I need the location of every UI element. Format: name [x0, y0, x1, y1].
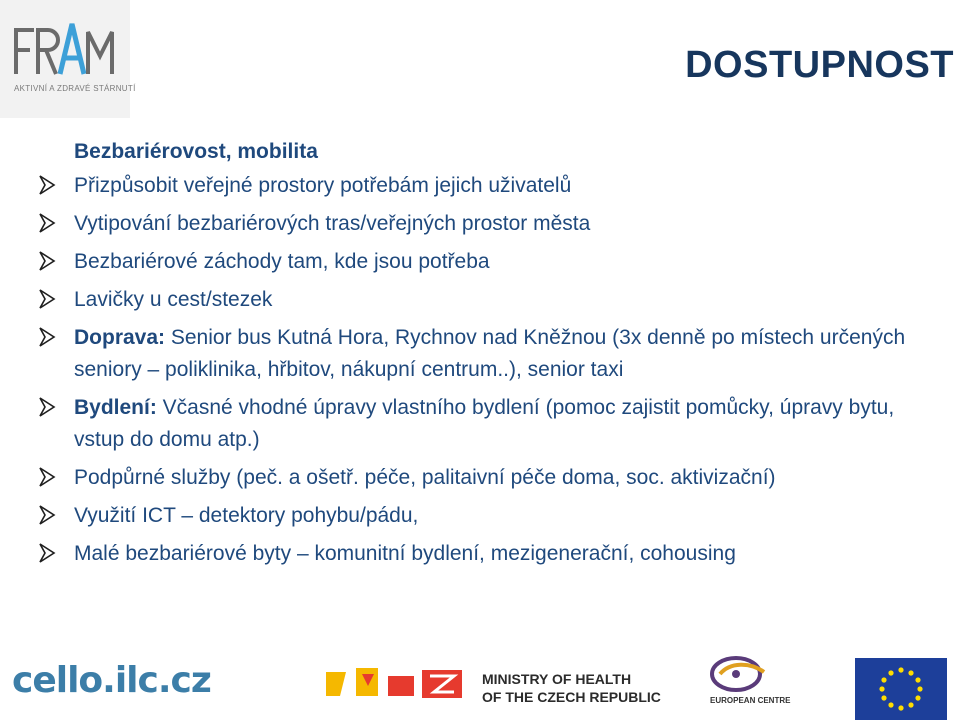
bullet-item [36, 538, 926, 570]
european-centre-text: EUROPEAN CENTRE [710, 696, 791, 705]
bullet-item [36, 170, 926, 202]
arrow-bullet-icon [38, 542, 56, 564]
arrow-bullet-icon [38, 288, 56, 310]
bullet-text: Senior bus Kutná Hora, Rychnov nad Kněžnou (3x denně po místech určených seniory – poliklinika, hřbitov, nákupní centrum..), senior taxi [74, 326, 906, 381]
european-centre-logo [700, 652, 800, 718]
ministry-emblem-icon [322, 662, 472, 702]
arrow-bullet-icon [38, 212, 56, 234]
arrow-bullet-icon [38, 326, 56, 348]
arrow-bullet-icon [38, 174, 56, 196]
arrow-bullet-icon [38, 250, 56, 272]
european-centre-emblem-icon [700, 652, 800, 696]
ministry-line-2: OF THE CZECH REPUBLIC [482, 689, 661, 705]
bullet-text: Využití ICT – detektory pohybu/pádu, [74, 504, 419, 527]
arrow-bullet-icon [38, 396, 56, 418]
bullet-lead: Doprava: [74, 326, 166, 349]
eu-flag-logo [855, 658, 947, 720]
bullet-item [36, 208, 926, 240]
bullet-text: Malé bezbariérové byty – komunitní bydlení, mezigenerační, cohousing [74, 542, 736, 565]
arrow-bullet-icon [38, 504, 56, 526]
bullet-item [36, 322, 926, 386]
bullet-text: Přizpůsobit veřejné prostory potřebám jejich uživatelů [74, 174, 572, 197]
eu-stars-icon [855, 658, 947, 720]
bullet-item [36, 500, 926, 532]
fram-tagline: AKTIVNÍ A ZDRAVÉ STÁRNUTÍ [14, 84, 136, 93]
bullet-lead: Bydlení: [74, 396, 157, 419]
footer-logos [0, 648, 960, 723]
slide-title: DOSTUPNOST [685, 44, 954, 86]
fram-logo-mark [8, 18, 118, 80]
ministry-line-1: MINISTRY OF HEALTH [482, 671, 632, 687]
ministry-text [482, 670, 661, 706]
bullet-item [36, 284, 926, 316]
cello-logo-text: cello.ilc.cz [12, 660, 211, 701]
bullet-text: Podpůrné služby (peč. a ošetř. péče, palitaivní péče doma, soc. aktivizační) [74, 466, 776, 489]
bullet-text: Bezbariérové záchody tam, kde jsou potřeba [74, 250, 490, 273]
bullet-item [36, 462, 926, 494]
fram-logo [0, 0, 136, 118]
slide-content [36, 136, 926, 576]
arrow-bullet-icon [38, 466, 56, 488]
bullet-text: Vytipování bezbariérových tras/veřejných prostor města [74, 212, 591, 235]
bullet-text: Včasné vhodné úpravy vlastního bydlení (pomoc zajistit pomůcky, úpravy bytu, vstup do domu atp.) [74, 396, 895, 451]
section-subheading: Bezbariérovost, mobilita [74, 140, 318, 163]
bullet-item [36, 392, 926, 456]
bullet-list [36, 170, 926, 570]
bullet-text: Lavičky u cest/stezek [74, 288, 273, 311]
bullet-item [36, 246, 926, 278]
ministry-of-health-logo [322, 662, 661, 707]
